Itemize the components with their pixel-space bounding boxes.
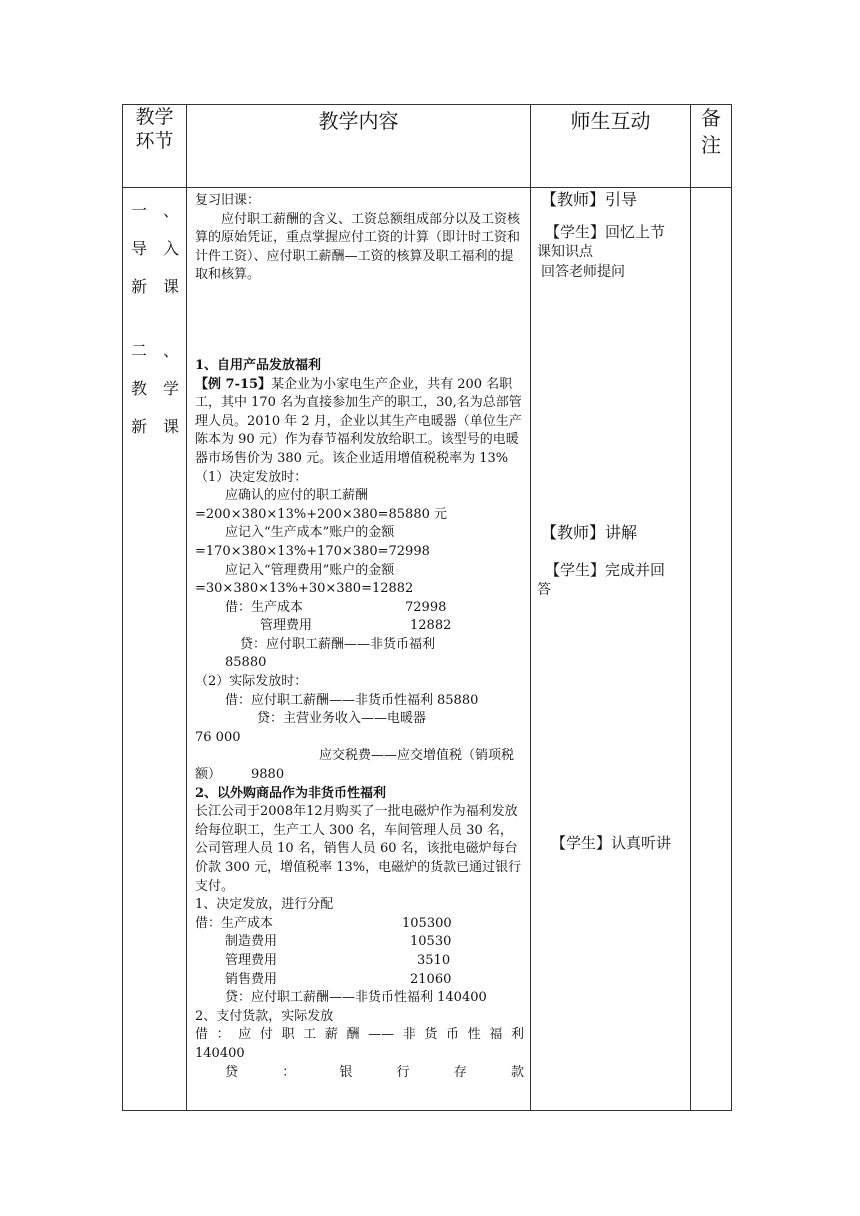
p2-debit3 <box>195 952 524 971</box>
journal2-debit <box>195 692 524 711</box>
review-title: 复习旧课： <box>195 193 261 208</box>
section-teaching-line1: 二 、 <box>131 341 179 360</box>
p2-debit4-amount: 21060 <box>410 971 452 987</box>
section-teaching-line2: 教 学 <box>131 379 179 398</box>
header-interaction: 师生互动 <box>531 105 691 188</box>
review-text: 应付职工薪酬的含义、工资总额组成部分以及工资核算的原始凭证，重点掌握应付工资的计算（即计时工资和计件工资）、应付职工薪酬—工资的核算及职工福利的提取和核算。 <box>195 211 521 283</box>
j2-credit-amount: 76 000 <box>195 729 241 745</box>
section-intro <box>131 192 179 306</box>
header-stage-line2: 环节 <box>135 130 174 152</box>
header-teaching-content: 教学内容 <box>187 105 531 188</box>
body-row <box>123 188 732 1111</box>
header-teaching-stage <box>123 105 187 188</box>
example-label: 【例 7-15】 <box>195 376 272 392</box>
step1: （1）决定发放时： <box>195 469 308 485</box>
content-column <box>187 188 531 1111</box>
example-text: 某企业为小家电生产企业，共有 200 名职工，其中 170 名为直接参加生产的职工，30,名为总部管理人员。2010 年 2 月，企业以其生产电暖器（单位生产陈本为 90 元）作为春节福利发放给职工。该型号的电暖器市场售价为 380 元。该企业适用增值税税率为 13% <box>195 376 522 466</box>
p2-debit5 <box>195 1026 524 1063</box>
part1-title: 1、自用产品发放福利 <box>195 357 322 373</box>
p2-debit5-amount: 140400 <box>195 1045 245 1061</box>
header-notes-line2: 注 <box>701 133 721 157</box>
section-teaching <box>131 332 179 446</box>
p2-debit1-account: 借：生产成本 <box>195 915 274 931</box>
interaction-intro-student <box>537 222 684 282</box>
section-intro-line3: 新课 <box>131 277 179 296</box>
p2-debit2-account: 制造费用 <box>225 934 278 950</box>
step2: （2）实际发放时： <box>195 674 308 690</box>
student-listen: 【学生】认真听讲 <box>551 834 672 852</box>
journal1-debit <box>195 599 524 618</box>
p2-credit1: 贷：应付职工薪酬——非货币性福利 140400 <box>225 990 487 1006</box>
header-row <box>123 105 732 188</box>
calc2: 应记入“生产成本”账户的金额=170×380×13%+170×380=72998 <box>195 525 430 559</box>
j1-credit-amount: 85880 <box>225 655 267 671</box>
interaction-teaching-student <box>537 560 684 600</box>
student-recall-line2: 课知识点 <box>537 244 593 260</box>
part2-text: 长江公司于2008年12月购买了一批电磁炉作为福利发放给每位职工，生产工人 300 名，车间管理人员 30 名，公司管理人员 10 名，销售人员 60 名，该批电磁炉每台价款 300 元，增值税率 13%，电磁炉的货款已通过银行支付。 <box>195 804 522 894</box>
j1-credit-account: 贷：应付职工薪酬——非货币福利 <box>240 636 436 652</box>
teacher-guide: 【教师】引导 <box>541 190 638 209</box>
student-answer-line2: 答 <box>537 582 551 598</box>
interaction-column <box>531 188 691 1111</box>
example-paragraph <box>195 376 524 469</box>
j2-debit-account: 借：应付职工薪酬——非货币性福利 <box>225 692 434 708</box>
student-recall-line3: 回答老师提问 <box>541 264 625 280</box>
p2-debit4 <box>195 971 524 990</box>
p2-debit3-amount: 3510 <box>417 952 451 968</box>
j2-credit2-account: 应交税费——应交增值税（销项税额） <box>195 748 515 783</box>
part2-title: 2、以外购商品作为非货币性福利 <box>195 785 387 801</box>
student-answer-line1: 【学生】完成并回 <box>545 561 666 579</box>
p2-debit5-account: 借：应付职工薪酬——非货币性福利 <box>195 1027 524 1043</box>
journal2-credit2 <box>195 747 524 784</box>
calc1: 应确认的应付的职工薪酬=200×380×13%+200×380=85880 元 <box>195 488 447 522</box>
section-intro-line1: 一 、 <box>131 201 179 220</box>
p2-debit2 <box>195 933 524 952</box>
header-notes <box>691 105 732 188</box>
interaction-teaching-teacher <box>541 523 684 543</box>
section-teaching-line3: 新课 <box>131 417 179 436</box>
p2-debit3-account: 管理费用 <box>225 952 278 968</box>
section-intro-line2: 导 入 <box>131 239 179 258</box>
p2-credit2: 贷：银行存款 <box>225 1064 524 1080</box>
p2-step2: 2、支付货款，实际发放 <box>195 1008 334 1024</box>
stage-column <box>123 188 187 1111</box>
student-recall-line1: 【学生】回忆上节 <box>545 223 666 241</box>
calc3: 应记入“管理费用”账户的金额=30×380×13%+30×380=12882 <box>195 562 414 597</box>
j2-debit-amount: 85880 <box>437 692 479 708</box>
p2-debit1-amount: 105300 <box>402 915 452 931</box>
header-notes-line1: 备 <box>701 106 721 130</box>
teacher-explain: 【教师】讲解 <box>541 523 638 542</box>
j1-debit2-amount: 12882 <box>410 618 452 634</box>
p2-debit4-account: 销售费用 <box>225 971 278 987</box>
header-stage-line1: 教学 <box>135 106 174 128</box>
p2-debit2-amount: 10530 <box>410 934 452 950</box>
lesson-plan-table <box>122 104 732 1111</box>
p2-step1: 1、决定发放，进行分配 <box>195 897 334 913</box>
interaction-intro-teacher <box>541 190 684 210</box>
interaction-listen <box>541 833 684 853</box>
j1-debit-account: 借：生产成本 <box>225 599 304 615</box>
j1-debit2-account: 管理费用 <box>260 618 313 634</box>
p2-debit1 <box>195 915 524 934</box>
j1-debit-amount: 72998 <box>405 599 447 615</box>
j2-credit-account: 贷：主营业务收入——电暖器 <box>257 711 427 727</box>
notes-column <box>691 188 732 1111</box>
journal1-debit2 <box>195 617 524 636</box>
j2-credit2-amount: 9880 <box>251 767 285 783</box>
